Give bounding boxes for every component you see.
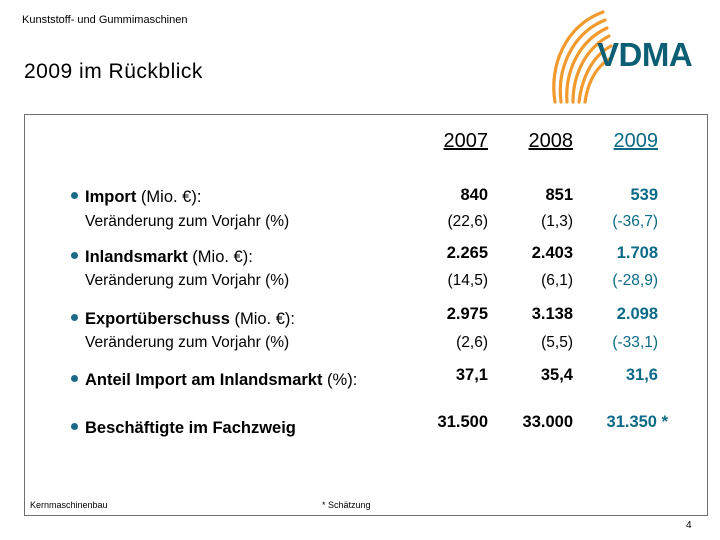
footer-section: Kernmaschinenbau <box>30 500 108 510</box>
anteil-2008: 35,4 <box>540 366 573 384</box>
inlandsmarkt-change-2008: (6,1) <box>541 272 573 289</box>
vdma-logo <box>545 6 705 106</box>
inlandsmarkt-2009: 1.708 <box>616 244 658 262</box>
import-change-2008: (1,3) <box>541 213 573 230</box>
row-import-label: Import (Mio. €): <box>71 188 201 207</box>
beschaeftigte-2009: 31.350 * <box>606 413 668 431</box>
row-anteil-import-label: Anteil Import am Inlandsmarkt (%): <box>71 371 357 390</box>
bullet-icon <box>71 192 78 199</box>
inlandsmarkt-change-2007: (14,5) <box>447 272 488 289</box>
bullet-icon <box>71 252 78 259</box>
bullet-icon <box>71 423 78 430</box>
logo-text: VDMA <box>597 36 693 73</box>
footer-note: * Schätzung <box>322 500 371 510</box>
slide-title: 2009 im Rückblick <box>24 60 203 83</box>
header-caption: Kunststoff- und Gummimaschinen <box>22 14 188 26</box>
export-change-2009: (-33,1) <box>612 334 658 351</box>
year-2007: 2007 <box>443 130 488 152</box>
import-2009: 539 <box>630 186 658 204</box>
row-inlandsmarkt-label: Inlandsmarkt (Mio. €): <box>71 248 253 267</box>
anteil-2007: 37,1 <box>455 366 488 384</box>
export-change-2007: (2,6) <box>456 334 488 351</box>
year-2009: 2009 <box>613 130 658 152</box>
export-change-2008: (5,5) <box>541 334 573 351</box>
inlandsmarkt-change-2009: (-28,9) <box>612 272 658 289</box>
bullet-icon <box>71 375 78 382</box>
export-2009: 2.098 <box>616 305 658 323</box>
export-2007: 2.975 <box>446 305 488 323</box>
export-2008: 3.138 <box>531 305 573 323</box>
beschaeftigte-2008: 33.000 <box>522 413 573 431</box>
import-2007: 840 <box>460 186 488 204</box>
bullet-icon <box>71 314 78 321</box>
row-exportueberschuss-sublabel: Veränderung zum Vorjahr (%) <box>85 334 290 351</box>
inlandsmarkt-2008: 2.403 <box>531 244 573 262</box>
anteil-2009: 31,6 <box>625 366 658 384</box>
row-exportueberschuss-label: Exportüberschuss (Mio. €): <box>71 310 295 329</box>
inlandsmarkt-2007: 2.265 <box>446 244 488 262</box>
page-number: 4 <box>686 520 692 531</box>
row-beschaeftigte-label: Beschäftigte im Fachzweig <box>71 419 296 438</box>
import-change-2009: (-36,7) <box>612 213 658 230</box>
beschaeftigte-2007: 31.500 <box>437 413 488 431</box>
row-inlandsmarkt-sublabel: Veränderung zum Vorjahr (%) <box>85 272 290 289</box>
year-2008: 2008 <box>528 130 573 152</box>
import-2008: 851 <box>545 186 573 204</box>
import-change-2007: (22,6) <box>447 213 488 230</box>
row-import-sublabel: Veränderung zum Vorjahr (%) <box>85 213 290 230</box>
